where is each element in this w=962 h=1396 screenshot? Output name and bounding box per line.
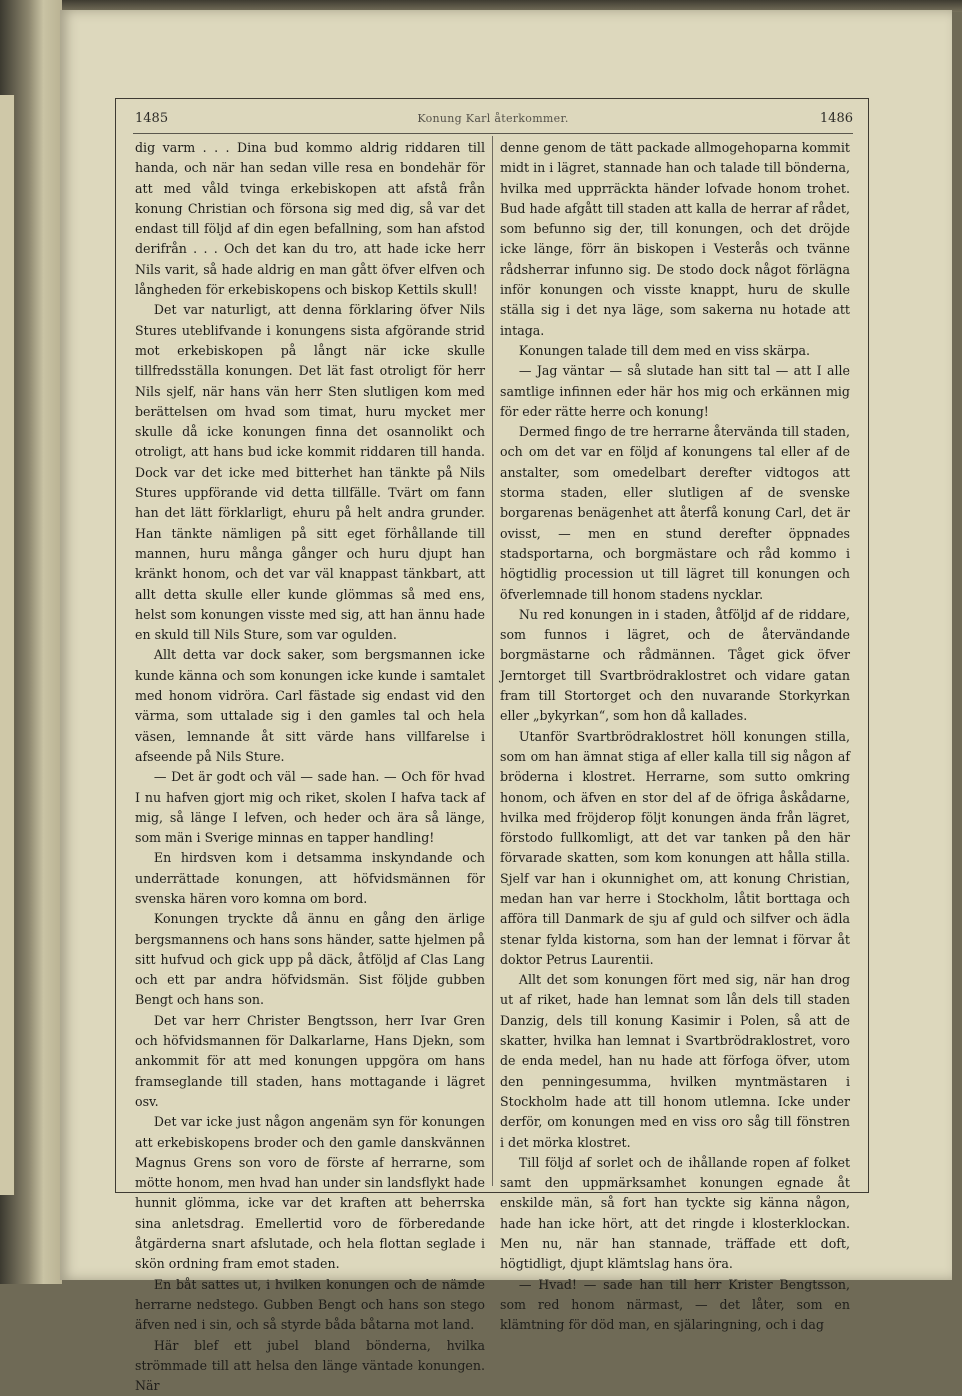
paragraph: Nu red konungen in i staden, åtföljd af de riddare, som funnos i lägret, och de återvändande borgmästarne och rådmännen. Tåget gick öfver Jerntorget till Svartbrödraklostret och vidare gatan fram till Stortorget och den nuvarande Storkyrkan eller „bykyrkan“, som hon då kallades. <box>500 606 850 724</box>
paragraph: Dermed fingo de tre herrarne återvända till staden, och om det var en följd af konungens tal eller af de anstalter, som omedelbart derefter vidtogos att storma staden, eller slutligen af de svenske borgarenas benägenhet att återfå konung Carl, det är ovisst, — men en stund derefter öppnades stadsportarna, och borgmästare och råd kommo i högtidlig procession ut till lägret till konungen och öfverlemnade till honom stadens nycklar. <box>500 424 850 602</box>
paragraph: dig varm . . . Dina bud kommo aldrig riddaren till handa, och när han sedan ville resa en bondehär för att med våld tvinga erkebiskopen att afstå från konung Christian och försona sig med dig, så var det endast till följd af din egen befallning, som han afstod derifrån . . . Och det kan du tro, att hade icke herr Nils varit, så hade aldrig en man gått öfver elfven och långheden för erkebiskopens och biskop Kettils skull! <box>135 140 485 298</box>
paragraph: Här blef ett jubel bland bönderna, hvilka strömmade till att helsa den länge väntade konungen. När <box>135 1337 485 1394</box>
page-header <box>133 111 853 133</box>
right-text-column <box>500 138 850 1336</box>
column-divider <box>492 136 493 1186</box>
paragraph: En hirdsven kom i detsamma inskyndande och underrättade konungen, att höfvidsmännen för svenska hären voro komna om bord. <box>135 850 485 906</box>
paragraph: Allt det som konungen fört med sig, när han drog ut af riket, hade han lemnat som lån dels till staden Danzig, dels till konung Kasimir i Polen, så att de skatter, hvilka han lemnat i Svartbrödraklostret, voro de enda medel, han nu hade att förfoga öfver, utom den penningesumma, hvilken myntmästaren i Stockholm hade att till honom utlemna. Icke under derför, om konungen med en viss oro såg till fönstren i det mörka klostret. <box>500 972 850 1150</box>
paragraph: Till följd af sorlet och de ihållande ropen af folket samt den uppmärksamhet konungen egnade åt enskilde män, så fort han tyckte sig känna någon, hade han icke hört, att det ringde i klosterklockan. Men nu, när han stannade, träffade ett doft, högtidligt, djupt klämtslag hans öra. <box>500 1154 850 1272</box>
left-page-edge <box>0 95 15 1195</box>
paragraph: — Jag väntar — så slutade han sitt tal — att I alle samtlige infinnen eder här hos mig och erkännen mig för eder rätte herre och konung! <box>500 363 850 419</box>
page-number-right: 1486 <box>819 111 853 126</box>
page-number-left: 1485 <box>135 111 169 126</box>
paragraph: Allt detta var dock saker, som bergsmannen icke kunde känna och som konungen icke kunde i samtalet med honom vidröra. Carl fästade sig endast vid den värma, som uttalade sig i den gamles tal och hela väsen, lemnande åt sitt värde hans villfarelse i afseende på Nils Sture. <box>135 647 485 764</box>
paragraph: — Det är godt och väl — sade han. — Och för hvad I nu hafven gjort mig och riket, skolen I hafva tack af mig, så länge I lefven, och heder och ära så länge, som män i Sverige minnas en tapper handling! <box>135 769 485 846</box>
paragraph: Det var naturligt, att denna förklaring öfver Nils Stures uteblifvande i konungens sista afgörande strid mot erkebiskopen på långt när icke skulle tillfredsställa konungen. Det lät fast otroligt för herr Nils sjelf, när hans vän herr Sten slutligen kom med berättelsen om hvad som timat, huru mycket mer skulle då icke konungen finna det osannolikt och otroligt, att hans bud icke kommit riddaren till handa. Dock var det icke med bitterhet han tänkte på Nils Stures uppförande vid detta tillfälle. Tvärt om fann han det lätt förklarligt, ehuru på helt andra grunder. Han tänkte nämligen på sitt eget förhållande till mannen, huru många gånger och huru djupt han kränkt honom, och det var väl knappast tänkbart, att allt detta skulle eller kunde glömmas så med ens, helst som konungen visste med sig, att han ännu hade en skuld till Nils Sture, som var ogulden. <box>135 302 485 643</box>
paragraph: Konungen tryckte då ännu en gång den ärlige bergsmannens och hans sons händer, satte hjelmen på sitt hufvud och gick upp på däck, åtföljd af Clas Lang och ett par andra höfvidsmän. Sist följde gubben Bengt och hans son. <box>135 911 485 1008</box>
paragraph: Det var icke just någon angenäm syn för konungen att erkebiskopens broder och den gamle danskvännen Magnus Grens son voro de förste af herrarne, som mötte honom, men hvad han under sin landsflykt hade hunnit glömma, icke var det kraften att beherrska sina anletsdrag. Emellertid voro de förberedande åtgärderna snart afslutade, och hela flottan seglade i skön ordning fram emot staden. <box>135 1114 485 1272</box>
running-title: Konung Karl återkommer. <box>417 112 569 125</box>
paragraph: denne genom de tätt packade allmogehoparna kommit midt in i lägret, stannade han och talade till bönderna, hvilka med upprräckta händer lofvade honom trohet. Bud hade afgått till staden att kalla de herrar af rådet, som befunno sig der, till konungen, och det dröjde icke länge, förr än biskopen i Vesterås och tvänne rådsherrar infunno sig. De stodo dock något förlägna inför konungen och visste knappt, huru de skulle ställa sig i det nya läge, som sakerna nu hotade att intaga. <box>500 140 850 338</box>
left-text-column <box>135 138 485 1396</box>
paragraph: En båt sattes ut, i hvilken konungen och de nämde herrarne nedstego. Gubben Bengt och hans son stego äfven ned i sin, och så styrde båda båtarna mot land. <box>135 1276 485 1333</box>
paragraph: Konungen talade till dem med en viss skärpa. <box>518 342 811 358</box>
header-rule <box>133 133 853 134</box>
paragraph: Det var herr Christer Bengtsson, herr Ivar Gren och höfvidsmannen för Dalkarlarne, Hans Djekn, som ankommit för att med konungen uppgöra om hans framseglande till staden, hans mottagande i lägret osv. <box>135 1012 485 1109</box>
paragraph: — Hvad! — sade han till herr Krister Bengtsson, som red honom närmast, — det låter, som en klämtning för död man, en själaringning, och i dag <box>500 1276 850 1333</box>
paragraph: Utanför Svartbrödraklostret höll konungen stilla, som om han ämnat stiga af eller kalla till sig någon af bröderna i klostret. Herrarne, som sutto omkring honom, och äfven en stor del af de öfriga åskådarne, hvilka med fröjderop följt konungen ända från lägret, förstodo fullkomligt, att det var tanken på den här förvarade skatten, som kom konungen att hålla stilla. Sjelf var han i okunnighet om, att konung Christian, medan han var herre i Stockholm, låtit borttaga och afföra till Danmark de sju af guld och silfver och ädla stenar fylda kistorna, som han der lemnat i förvar åt doktor Petrus Laurentii. <box>500 728 850 967</box>
